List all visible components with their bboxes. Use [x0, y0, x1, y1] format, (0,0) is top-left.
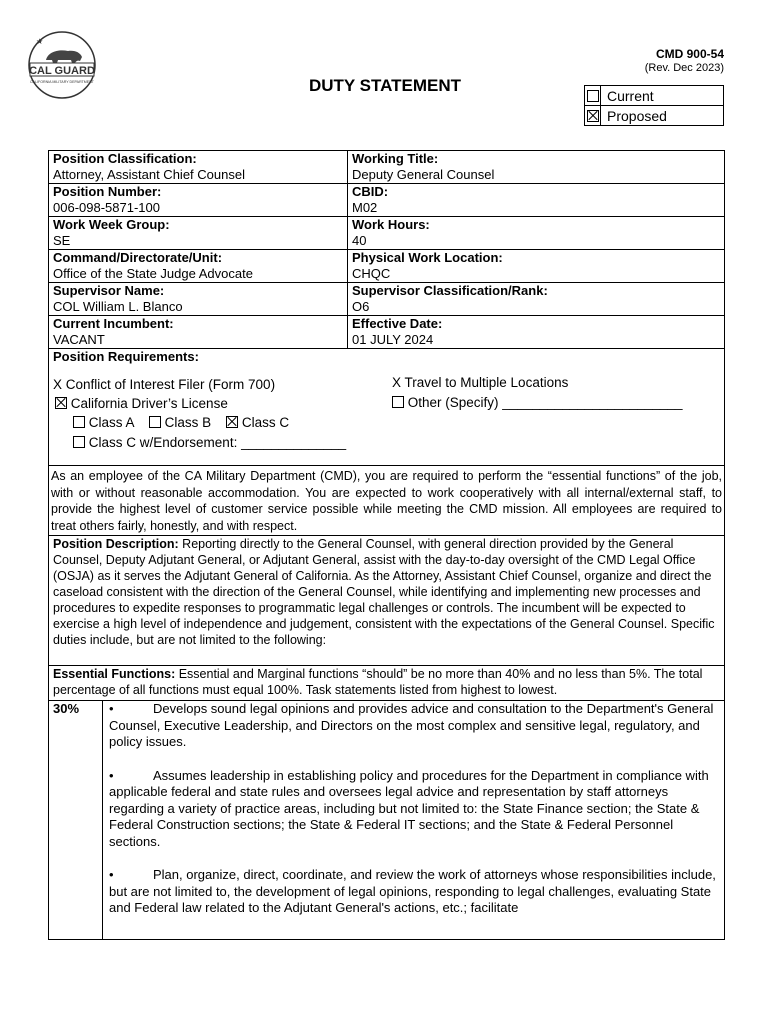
position-description-label: Position Description: — [53, 537, 179, 551]
class-c-checkbox[interactable] — [226, 416, 238, 428]
duty-list — [103, 701, 724, 939]
supervisor-rank-label: Supervisor Classification/Rank: — [352, 283, 548, 298]
class-a-checkbox[interactable] — [73, 416, 85, 428]
essential-functions — [49, 666, 724, 701]
form-revision: (Rev. Dec 2023) — [644, 62, 724, 74]
duty-item-text: Plan, organize, direct, coordinate, and review the work of attorneys whose responsibilities include, but are not limited to, the development of legal opinions, responding to legal challenges, evaluating State and Federal law related to the Adjutant General's actions, etc.; facilitate — [109, 867, 716, 915]
cbid-label: CBID: — [352, 184, 389, 199]
form-number: CMD 900-54 — [655, 47, 724, 61]
form-row — [49, 283, 724, 316]
proposed-label: Proposed — [601, 106, 724, 126]
work-hours-label: Work Hours: — [352, 217, 430, 232]
form-row — [49, 184, 724, 217]
svg-text:CAL GUARD: CAL GUARD — [29, 65, 95, 77]
class-c-label: Class C — [241, 415, 290, 430]
effective-date-label: Effective Date: — [352, 316, 443, 331]
duty-item-text: Develops sound legal opinions and provides advice and consultation to the Department's General Counsel, Executive Leadership, and Directors on the most complex and sensitive legal, regulatory, and policy issues. — [109, 701, 714, 749]
current-incumbent-label: Current Incumbent: — [53, 316, 174, 331]
working-title-label: Working Title: — [352, 151, 439, 166]
drivers-license-label: California Driver’s License — [70, 396, 228, 411]
duty-row — [49, 701, 724, 940]
svg-text:CALIFORNIA MILITARY DEPARTMENT: CALIFORNIA MILITARY DEPARTMENT — [30, 80, 94, 84]
form-number-block — [645, 47, 724, 75]
drivers-license-checkbox[interactable] — [55, 397, 67, 409]
essential-functions-label: Essential Functions: — [53, 667, 176, 681]
supervisor-name-value: COL William L. Blanco — [53, 299, 183, 314]
duty-bullet: • — [109, 701, 114, 716]
command-unit-value: Office of the State Judge Advocate — [53, 266, 253, 281]
physical-location-value: CHQC — [352, 266, 391, 281]
travel-item: X Travel to Multiple Locations — [392, 375, 569, 390]
position-classification-label: Position Classification: — [53, 151, 197, 166]
effective-date-value: 01 JULY 2024 — [352, 332, 434, 347]
position-requirements — [49, 349, 724, 466]
form-row — [49, 316, 724, 349]
duty-bullet: • — [109, 867, 114, 882]
duty-item — [109, 867, 718, 917]
class-b-checkbox[interactable] — [149, 416, 161, 428]
class-c-endorsement-checkbox[interactable] — [73, 436, 85, 448]
form-row — [49, 151, 724, 184]
duty-bullet: • — [109, 767, 114, 783]
employee-notice: As an employee of the CA Military Department (CMD), you are required to perform the “essential functions” of the job, with or without reasonable accommodation. You are expected to work cooperatively with all internal/external staff, to provide the highest level of customer service possible while meeting the CMD mission. All employees are required to treat others fairly, honestly, and with respect. — [49, 466, 724, 536]
physical-location-label: Physical Work Location: — [352, 250, 503, 265]
duty-item-text: Assumes leadership in establishing policy and procedures for the Department in compliance with applicable federal and state rules and oversees legal advice and representation by staff attorneys regarding a variety of practice areas, including but not limited to: the State Finance section; the State & Federal Construction sections; the State & Federal IT sections; and the State & Federal Personnel sections. — [109, 767, 709, 849]
conflict-of-interest-item: X Conflict of Interest Filer (Form 700) — [53, 377, 276, 392]
supervisor-rank-value: O6 — [352, 299, 370, 314]
work-hours-value: 40 — [352, 233, 367, 248]
command-unit-label: Command/Directorate/Unit: — [53, 250, 223, 265]
document-title: DUTY STATEMENT — [308, 76, 462, 95]
duty-item — [109, 768, 718, 851]
class-b-label: Class B — [164, 415, 212, 430]
work-week-group-value: SE — [53, 233, 71, 248]
position-description — [49, 536, 724, 666]
form-row — [49, 217, 724, 250]
position-requirements-label: Position Requirements: — [53, 349, 199, 364]
current-checkbox[interactable] — [587, 90, 599, 102]
position-description-text: Reporting directly to the General Counsel, with general direction provided by the General Counsel, Deputy Adjutant General, or Adjutant General, assist with the day-to-day oversight of the CMD Legal Office (OSJA) as it serves the Adjutant General of California. As the Attorney, Assistant Chief Counsel, organize and direct the caseload consistent with the direction of the General Counsel, while identifying and implementing new processes and procedures to expedite responses to programmatic legal challenges or controls. The incumbent will be expected to exercise a high level of independence and judgement, consistent with the expectations of the General Counsel. Specific duties include, but are not limited to the following: — [53, 537, 715, 647]
duty-percentage: 30% — [49, 701, 103, 939]
svg-text:★: ★ — [36, 37, 44, 46]
duty-item — [109, 701, 718, 751]
cbid-value: M02 — [352, 200, 378, 215]
form-row — [49, 250, 724, 283]
position-classification-value: Attorney, Assistant Chief Counsel — [53, 167, 245, 182]
essential-functions-text: Essential and Marginal functions “should” be no more than 40% and no less than 5%. The total percentage of all functions must equal 100%. Task statements listed from highest to lowest. — [53, 667, 703, 697]
position-number-label: Position Number: — [53, 184, 162, 199]
class-c-endorsement-label: Class C w/Endorsement: ______________ — [88, 435, 347, 450]
other-specify-label: Other (Specify) ________________________ — [407, 395, 683, 410]
proposed-checkbox[interactable] — [587, 110, 599, 122]
status-checkbox-table — [584, 85, 724, 126]
class-a-label: Class A — [88, 415, 134, 430]
other-checkbox[interactable] — [392, 396, 404, 408]
work-week-group-label: Work Week Group: — [53, 217, 170, 232]
current-label: Current — [601, 86, 724, 106]
working-title-value: Deputy General Counsel — [352, 167, 495, 182]
duty-statement-form — [48, 150, 725, 940]
current-incumbent-value: VACANT — [53, 332, 105, 347]
supervisor-name-label: Supervisor Name: — [53, 283, 165, 298]
position-number-value: 006-098-5871-100 — [53, 200, 160, 215]
